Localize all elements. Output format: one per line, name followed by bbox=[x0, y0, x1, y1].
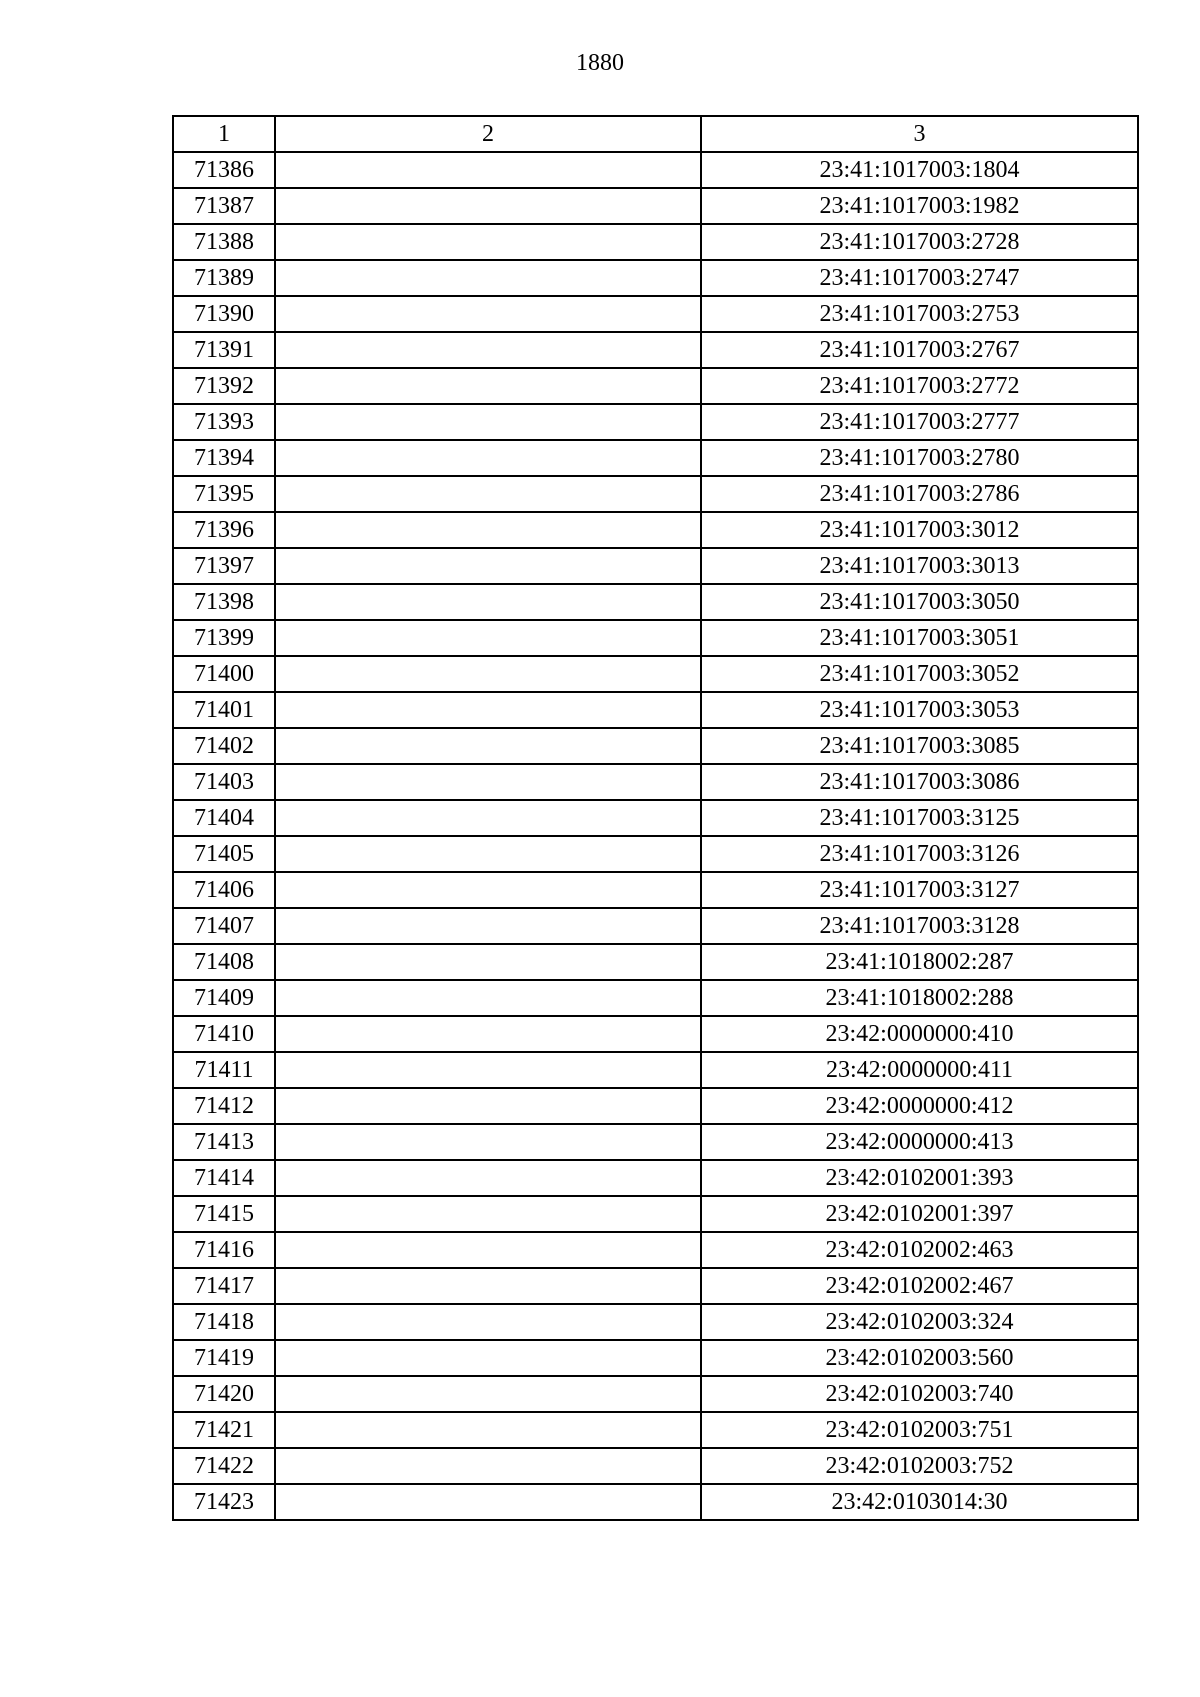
cadastral-number-cell: 23:41:1017003:2786 bbox=[701, 476, 1138, 512]
description-cell bbox=[275, 620, 701, 656]
description-cell bbox=[275, 836, 701, 872]
cadastral-number-cell: 23:41:1017003:3085 bbox=[701, 728, 1138, 764]
row-number-cell: 71416 bbox=[173, 1232, 275, 1268]
cadastral-number-cell: 23:41:1017003:2777 bbox=[701, 404, 1138, 440]
table-row bbox=[173, 980, 1138, 1016]
table-body bbox=[173, 152, 1138, 1520]
cadastral-number-cell: 23:41:1017003:3125 bbox=[701, 800, 1138, 836]
cadastral-number-cell: 23:41:1017003:3127 bbox=[701, 872, 1138, 908]
description-cell bbox=[275, 188, 701, 224]
table-row bbox=[173, 656, 1138, 692]
cadastral-number-cell: 23:42:0102003:751 bbox=[701, 1412, 1138, 1448]
table-row bbox=[173, 584, 1138, 620]
row-number-cell: 71410 bbox=[173, 1016, 275, 1052]
cadastral-number-cell: 23:41:1017003:3126 bbox=[701, 836, 1138, 872]
cadastral-number-cell: 23:41:1018002:288 bbox=[701, 980, 1138, 1016]
row-number-cell: 71417 bbox=[173, 1268, 275, 1304]
row-number-cell: 71389 bbox=[173, 260, 275, 296]
cadastral-number-cell: 23:41:1017003:2767 bbox=[701, 332, 1138, 368]
row-number-cell: 71405 bbox=[173, 836, 275, 872]
table-row bbox=[173, 1016, 1138, 1052]
row-number-cell: 71421 bbox=[173, 1412, 275, 1448]
cadastral-number-cell: 23:42:0102003:560 bbox=[701, 1340, 1138, 1376]
table-row bbox=[173, 1304, 1138, 1340]
description-cell bbox=[275, 1124, 701, 1160]
description-cell bbox=[275, 584, 701, 620]
table-row bbox=[173, 1124, 1138, 1160]
description-cell bbox=[275, 944, 701, 980]
row-number-cell: 71420 bbox=[173, 1376, 275, 1412]
table-row bbox=[173, 188, 1138, 224]
description-cell bbox=[275, 980, 701, 1016]
row-number-cell: 71413 bbox=[173, 1124, 275, 1160]
table-row bbox=[173, 1052, 1138, 1088]
table-row bbox=[173, 1088, 1138, 1124]
table-row bbox=[173, 1412, 1138, 1448]
cadastral-number-cell: 23:41:1017003:3052 bbox=[701, 656, 1138, 692]
table-row bbox=[173, 620, 1138, 656]
description-cell bbox=[275, 1268, 701, 1304]
description-cell bbox=[275, 296, 701, 332]
table-row bbox=[173, 908, 1138, 944]
table-header bbox=[173, 116, 1138, 152]
table-row bbox=[173, 1268, 1138, 1304]
cadastral-number-cell: 23:41:1017003:1982 bbox=[701, 188, 1138, 224]
description-cell bbox=[275, 332, 701, 368]
description-cell bbox=[275, 1016, 701, 1052]
description-cell bbox=[275, 440, 701, 476]
description-cell bbox=[275, 1052, 701, 1088]
row-number-cell: 71412 bbox=[173, 1088, 275, 1124]
cadastral-number-cell: 23:41:1017003:3013 bbox=[701, 548, 1138, 584]
cadastral-number-cell: 23:41:1017003:2753 bbox=[701, 296, 1138, 332]
row-number-cell: 71387 bbox=[173, 188, 275, 224]
description-cell bbox=[275, 476, 701, 512]
row-number-cell: 71386 bbox=[173, 152, 275, 188]
row-number-cell: 71390 bbox=[173, 296, 275, 332]
description-cell bbox=[275, 1232, 701, 1268]
table-row bbox=[173, 224, 1138, 260]
table-header-row bbox=[173, 116, 1138, 152]
cadastral-number-cell: 23:42:0102002:463 bbox=[701, 1232, 1138, 1268]
table-row bbox=[173, 152, 1138, 188]
description-cell bbox=[275, 1304, 701, 1340]
row-number-cell: 71419 bbox=[173, 1340, 275, 1376]
cadastral-number-cell: 23:41:1017003:2772 bbox=[701, 368, 1138, 404]
row-number-cell: 71402 bbox=[173, 728, 275, 764]
cadastral-number-cell: 23:42:0000000:412 bbox=[701, 1088, 1138, 1124]
row-number-cell: 71394 bbox=[173, 440, 275, 476]
row-number-cell: 71418 bbox=[173, 1304, 275, 1340]
description-cell bbox=[275, 1160, 701, 1196]
cadastral-number-cell: 23:42:0102002:467 bbox=[701, 1268, 1138, 1304]
row-number-cell: 71422 bbox=[173, 1448, 275, 1484]
table-row bbox=[173, 836, 1138, 872]
cadastral-number-cell: 23:41:1017003:1804 bbox=[701, 152, 1138, 188]
row-number-cell: 71411 bbox=[173, 1052, 275, 1088]
row-number-cell: 71404 bbox=[173, 800, 275, 836]
cadastral-number-cell: 23:41:1017003:2780 bbox=[701, 440, 1138, 476]
page-number: 1880 bbox=[576, 50, 624, 76]
table-row bbox=[173, 476, 1138, 512]
description-cell bbox=[275, 908, 701, 944]
cadastral-number-cell: 23:41:1017003:3050 bbox=[701, 584, 1138, 620]
description-cell bbox=[275, 1484, 701, 1520]
table-row bbox=[173, 728, 1138, 764]
table-row bbox=[173, 1484, 1138, 1520]
row-number-cell: 71401 bbox=[173, 692, 275, 728]
cadastral-number-cell: 23:42:0000000:410 bbox=[701, 1016, 1138, 1052]
description-cell bbox=[275, 368, 701, 404]
row-number-cell: 71414 bbox=[173, 1160, 275, 1196]
description-cell bbox=[275, 692, 701, 728]
description-cell bbox=[275, 260, 701, 296]
cadastral-number-cell: 23:41:1017003:3012 bbox=[701, 512, 1138, 548]
row-number-cell: 71423 bbox=[173, 1484, 275, 1520]
cadastral-number-cell: 23:42:0102003:752 bbox=[701, 1448, 1138, 1484]
table-row bbox=[173, 296, 1138, 332]
table-row bbox=[173, 1196, 1138, 1232]
table-row bbox=[173, 404, 1138, 440]
table-row bbox=[173, 332, 1138, 368]
row-number-cell: 71407 bbox=[173, 908, 275, 944]
cadastral-number-cell: 23:42:0102003:740 bbox=[701, 1376, 1138, 1412]
row-number-cell: 71403 bbox=[173, 764, 275, 800]
description-cell bbox=[275, 548, 701, 584]
cadastral-number-cell: 23:42:0102003:324 bbox=[701, 1304, 1138, 1340]
table-row bbox=[173, 440, 1138, 476]
description-cell bbox=[275, 872, 701, 908]
cadastral-number-cell: 23:42:0000000:413 bbox=[701, 1124, 1138, 1160]
description-cell bbox=[275, 1376, 701, 1412]
table-row bbox=[173, 872, 1138, 908]
row-number-cell: 71393 bbox=[173, 404, 275, 440]
description-cell bbox=[275, 512, 701, 548]
cadastral-number-cell: 23:41:1017003:3053 bbox=[701, 692, 1138, 728]
description-cell bbox=[275, 404, 701, 440]
row-number-cell: 71400 bbox=[173, 656, 275, 692]
table-row bbox=[173, 260, 1138, 296]
description-cell bbox=[275, 764, 701, 800]
description-cell bbox=[275, 224, 701, 260]
description-cell bbox=[275, 152, 701, 188]
row-number-cell: 71397 bbox=[173, 548, 275, 584]
description-cell bbox=[275, 656, 701, 692]
cadastral-number-cell: 23:42:0102001:393 bbox=[701, 1160, 1138, 1196]
header-cell-1: 1 bbox=[173, 116, 275, 152]
cadastral-number-cell: 23:41:1017003:3128 bbox=[701, 908, 1138, 944]
description-cell bbox=[275, 1196, 701, 1232]
table-row bbox=[173, 1448, 1138, 1484]
table-row bbox=[173, 692, 1138, 728]
cadastral-number-cell: 23:42:0103014:30 bbox=[701, 1484, 1138, 1520]
description-cell bbox=[275, 728, 701, 764]
table-row bbox=[173, 1232, 1138, 1268]
cadastral-number-cell: 23:41:1017003:3086 bbox=[701, 764, 1138, 800]
table-row bbox=[173, 764, 1138, 800]
cadastral-number-cell: 23:41:1017003:3051 bbox=[701, 620, 1138, 656]
table-row bbox=[173, 800, 1138, 836]
description-cell bbox=[275, 800, 701, 836]
table-row bbox=[173, 548, 1138, 584]
cadastral-number-cell: 23:41:1018002:287 bbox=[701, 944, 1138, 980]
description-cell bbox=[275, 1088, 701, 1124]
row-number-cell: 71408 bbox=[173, 944, 275, 980]
row-number-cell: 71406 bbox=[173, 872, 275, 908]
cadastral-number-cell: 23:41:1017003:2747 bbox=[701, 260, 1138, 296]
table-row bbox=[173, 1340, 1138, 1376]
table-row bbox=[173, 1160, 1138, 1196]
cadastral-number-cell: 23:42:0000000:411 bbox=[701, 1052, 1138, 1088]
row-number-cell: 71396 bbox=[173, 512, 275, 548]
description-cell bbox=[275, 1412, 701, 1448]
cadastral-number-cell: 23:41:1017003:2728 bbox=[701, 224, 1138, 260]
table-row bbox=[173, 944, 1138, 980]
row-number-cell: 71391 bbox=[173, 332, 275, 368]
table-row bbox=[173, 368, 1138, 404]
row-number-cell: 71392 bbox=[173, 368, 275, 404]
table-row bbox=[173, 512, 1138, 548]
row-number-cell: 71388 bbox=[173, 224, 275, 260]
row-number-cell: 71399 bbox=[173, 620, 275, 656]
data-table bbox=[172, 115, 1139, 1521]
row-number-cell: 71409 bbox=[173, 980, 275, 1016]
row-number-cell: 71398 bbox=[173, 584, 275, 620]
description-cell bbox=[275, 1340, 701, 1376]
table-row bbox=[173, 1376, 1138, 1412]
header-cell-3: 3 bbox=[701, 116, 1138, 152]
row-number-cell: 71395 bbox=[173, 476, 275, 512]
row-number-cell: 71415 bbox=[173, 1196, 275, 1232]
header-cell-2: 2 bbox=[275, 116, 701, 152]
description-cell bbox=[275, 1448, 701, 1484]
cadastral-number-cell: 23:42:0102001:397 bbox=[701, 1196, 1138, 1232]
